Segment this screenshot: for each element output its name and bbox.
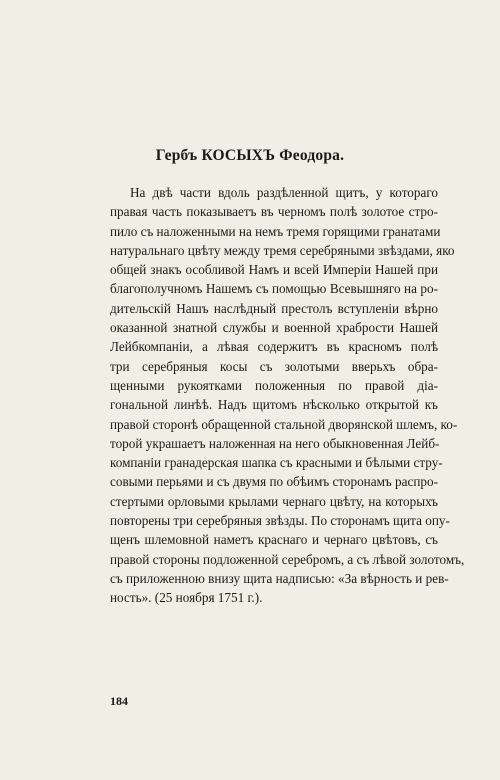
paragraph-line: щенъ шлемовной наметъ краснаго и чернаго цвѣтовъ, съ [110,532,438,548]
paragraph-line: дительскiй Нашъ наслѣдный престолъ вступленiи вѣрно [110,300,438,316]
paragraph-line: правой стороны подложенной серебромъ, а съ лѣвой золотомъ, [110,551,465,567]
page-title: Гербъ КОСЫХЪ Феодора. [155,147,345,164]
paragraph-line: совыми перьями и съ двумя по обѣимъ сторонамъ распро- [110,474,438,490]
paragraph-line: гональной линѣѣ. Надъ щитомъ нѣсколько открытой къ [110,397,438,413]
paragraph-line: торой украшаетъ наложенная на него обыкновенная Лейб- [110,435,440,451]
paragraph-line: стертыми орловыми крылами чернаго цвѣту, на которыхъ [110,493,438,509]
paragraph-line: ность». (25 ноября 1751 г.). [110,590,263,606]
paragraph-line: На двѣ части вдоль раздѣленной щитъ, у котораго [130,185,438,200]
body-paragraph [110,183,465,608]
paragraph-line: натуральнаго цвѣту между тремя серебряными звѣздами, яко [110,242,455,258]
paragraph-line: съ приложенною внизу щита надписью: «За вѣрность и рев- [110,570,449,586]
paragraph-line: правая часть показываетъ въ черномъ полѣ золотое стро- [110,204,438,220]
page-number: 184 [110,694,128,708]
paragraph-line: общей знакъ особливой Намъ и всей Имперiи Нашей при [110,262,438,278]
paragraph-line: благополучномъ Нашемъ съ помощью Всевышняго на ро- [110,281,438,297]
paragraph-line: повторены три серебряныя звѣзды. По сторонамъ щита опу- [110,513,450,529]
paragraph-line: щенными рукоятками положенныя по правой дiа- [110,377,438,393]
paragraph-line: оказанной знатной службы и военной храбрости Нашей [110,320,438,336]
paragraph-line: пило съ наложенными на немъ тремя горящими гранатами [110,223,441,239]
paragraph-line: правой сторонѣ обращенной стальной дворянской шлемъ, ко- [110,416,458,432]
paragraph-line: Лейбкомпанiи, а лѣвая содержитъ въ красномъ полѣ [110,339,438,355]
paragraph-line: компанiи гранадерская шапка съ красными и бѣлыми стру- [110,455,443,471]
paragraph-line: три серебряныя косы съ золотыми вверьхъ обра- [110,358,438,374]
